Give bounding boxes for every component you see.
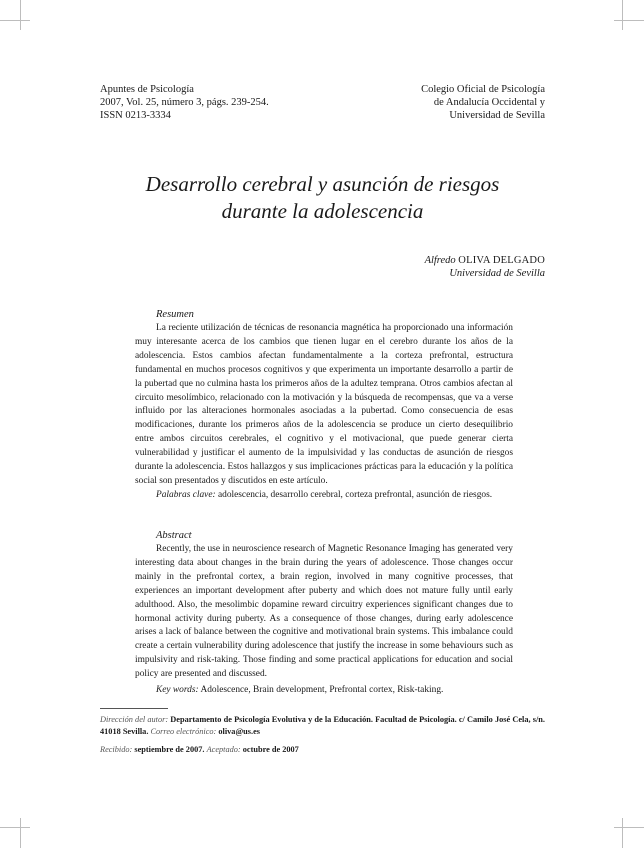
address-text: Departamento de Psicología Evolutiva y de la Educación. Facultad de Psicología. c/ Camilo José Cela, s/n. 41018 Sevilla. xyxy=(100,715,545,736)
author-affiliation: Universidad de Sevilla xyxy=(449,268,545,279)
author-last-name: OLIVA DELGADO xyxy=(458,255,545,266)
dates-footnote xyxy=(100,744,545,756)
author-first-name: Alfredo xyxy=(424,255,456,266)
received-date: septiembre de 2007. xyxy=(134,745,205,754)
title-line: durante la adolescencia xyxy=(221,199,424,223)
resumen-body xyxy=(135,322,513,489)
abstract-text: Recently, the use in neuroscience research of Magnetic Resonance Imaging has generated very interesting data about changes in the brain during the years of adolescence. Those changes occur mainly in the prefrontal cortex, a brain region, involved in many cognitive processes, that experiences an important development after puberty and which does not mature fully until early adulthood. Also, the mesolimbic dopamine reward circuitry experiences significant changes due to hormonal activity during puberty. As a consequence of those changes, during early adolescence arises a lack of balance between the cognitive and motivational brain systems. This imbalance could create a certain vulnerability during adolescence that justify the increase in some behaviours such as impulsivity and risk-taking. Those finding and some practical applications for education and social policy are presented and discussed. xyxy=(135,544,513,680)
title-line: Desarrollo cerebral y asunción de riesgos xyxy=(145,172,500,196)
keywords-label: Key words: xyxy=(156,685,199,695)
article-title xyxy=(100,171,545,225)
keywords-label: Palabras clave: xyxy=(156,490,216,500)
resumen-heading: Resumen xyxy=(156,309,194,320)
email-link[interactable]: oliva@us.es xyxy=(218,727,260,736)
author-block xyxy=(245,254,545,280)
received-label: Recibido: xyxy=(100,745,133,754)
crop-mark xyxy=(622,0,623,30)
crop-mark xyxy=(614,827,644,828)
keywords-text: adolescencia, desarrollo cerebral, corteza prefrontal, asunción de riesgos. xyxy=(217,490,493,500)
accepted-date: octubre de 2007 xyxy=(242,745,299,754)
crop-mark xyxy=(20,0,21,30)
abstract-body xyxy=(135,543,513,682)
volume-line: 2007, Vol. 25, número 3, págs. 239-254. xyxy=(100,97,269,108)
crop-mark xyxy=(0,827,30,828)
crop-mark xyxy=(622,818,623,848)
crop-mark xyxy=(614,20,644,21)
author-name xyxy=(245,254,545,267)
abstract-keywords xyxy=(135,684,513,698)
journal-name: Apuntes de Psicología xyxy=(100,84,194,95)
crop-mark xyxy=(20,818,21,848)
publisher-line: Colegio Oficial de Psicología xyxy=(421,84,545,95)
publisher-info xyxy=(285,83,545,122)
publisher-line: Universidad de Sevilla xyxy=(449,110,545,121)
issn: ISSN 0213-3334 xyxy=(100,110,171,121)
accepted-label: Aceptado: xyxy=(206,745,241,754)
footnote-rule xyxy=(100,708,168,709)
publisher-line: de Andalucía Occidental y xyxy=(433,97,545,108)
resumen-keywords xyxy=(135,489,513,503)
author-address-footnote xyxy=(100,714,545,738)
address-label: Dirección del autor: xyxy=(100,715,169,724)
abstract-heading: Abstract xyxy=(156,530,192,541)
crop-mark xyxy=(0,20,30,21)
resumen-text: La reciente utilización de técnicas de resonancia magnética ha proporcionado una información muy interesante acerca de los cambios que tienen lugar en el cerebro durante los años de la adolescencia. Estos cambios afectan fundamentalmente a la corteza prefrontal, estructura fundamental en muchos procesos cognitivos y que experimenta un importante desarrollo a partir de la pubertad que no culmina hasta los primeros años de la adultez temprana. Otros cambios afectan al circuito mesolímbico, relacionado con la motivación y la búsqueda de recompensas, que va a verse influido por las alteraciones hormonales asociadas a la pubertad. Como consecuencia de esas modificaciones, durante los primeros años de la adolescencia se produce un cierto desequilibrio entre ambos circuitos cerebrales, el cognitivo y el motivacional, que puede generar cierta vulnerabilidad y justificar el aumento de la impulsividad y las conductas de asunción de riesgos durante la adolescencia. Estos hallazgos y sus implicaciones prácticas para la educación y la política social son presentados y discutidos en este artículo. xyxy=(135,323,513,486)
keywords-text: Adolescence, Brain development, Prefrontal cortex, Risk-taking. xyxy=(200,685,444,695)
email-label: Correo electrónico: xyxy=(150,727,217,736)
